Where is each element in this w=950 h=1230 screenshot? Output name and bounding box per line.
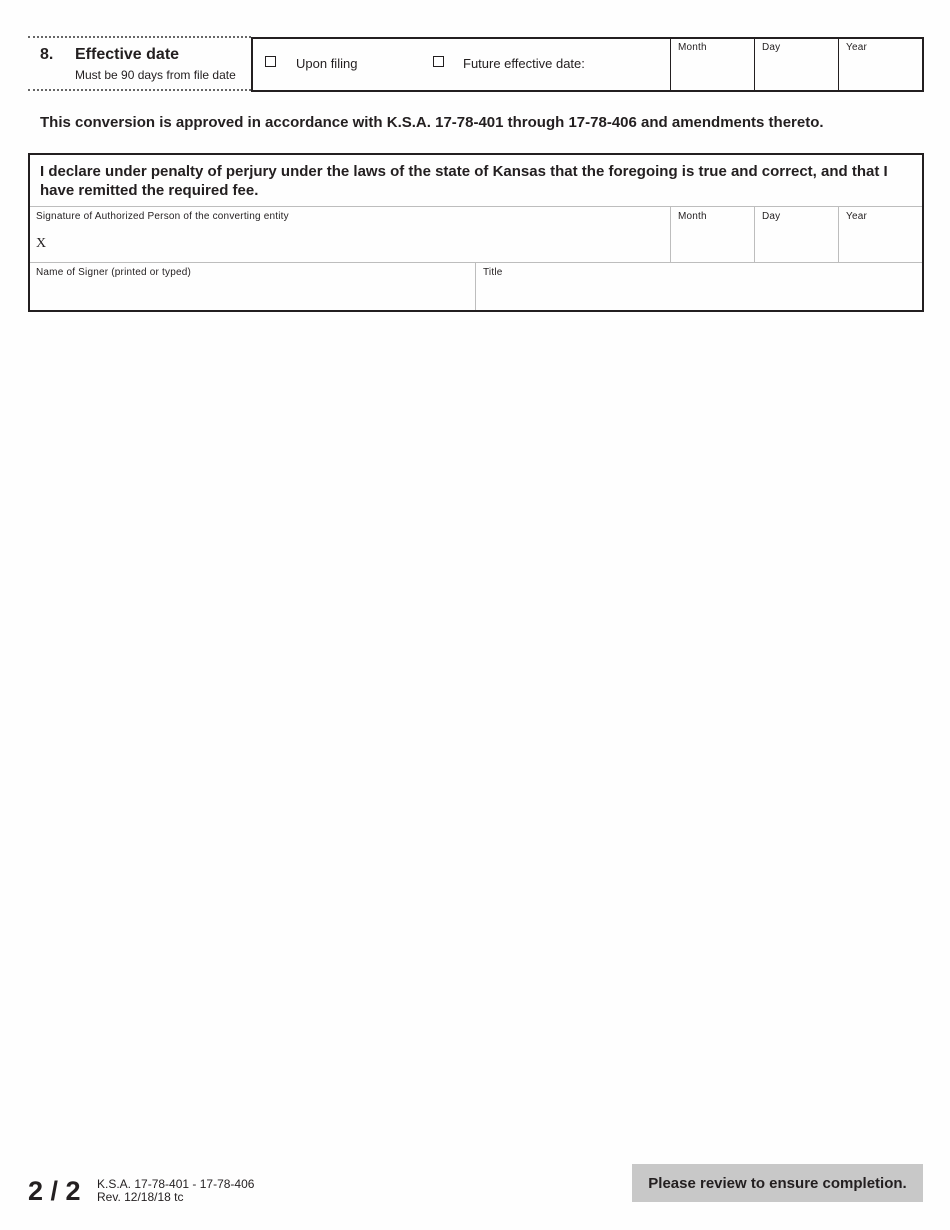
section-number: 8. [40, 46, 54, 63]
upon-filing-label: Upon filing [296, 56, 358, 71]
approval-statement: This conversion is approved in accordance with K.S.A. 17-78-401 through 17-78-406 and amendments thereto. [40, 114, 824, 131]
effective-month-label: Month [678, 42, 707, 53]
effective-year-label: Year [846, 42, 868, 53]
section-subtitle: Must be 90 days from file date [75, 68, 236, 82]
effective-month-field[interactable] [672, 56, 752, 90]
signature-day-field[interactable] [756, 225, 836, 259]
signature-month-label: Month [678, 211, 707, 222]
declaration-text: I declare under penalty of perjury under the laws of the state of Kansas that the foregoing is true and correct, and that I have remitted the required fee. [40, 163, 888, 199]
effective-day-label: Day [762, 42, 781, 53]
section-title: Effective date [75, 46, 180, 63]
divider [754, 207, 755, 262]
signer-name-label: Name of Signer (printed or typed) [36, 267, 192, 278]
effective-year-field[interactable] [840, 56, 922, 90]
divider [475, 263, 476, 310]
signer-name-field[interactable] [32, 281, 472, 309]
signature-year-field[interactable] [840, 225, 920, 259]
divider [670, 38, 671, 91]
upon-filing-checkbox[interactable] [265, 56, 276, 67]
page-number: 2 / 2 [28, 1176, 81, 1206]
divider [30, 262, 922, 263]
revision-text: Rev. 12/18/18 tc [97, 1190, 184, 1204]
signature-field[interactable] [52, 225, 666, 259]
signer-title-field[interactable] [478, 281, 920, 309]
signature-label: Signature of Authorized Person of the converting entity [36, 211, 289, 222]
signer-title-label: Title [483, 267, 503, 278]
divider [30, 206, 922, 207]
statute-reference [97, 1178, 254, 1204]
future-date-checkbox[interactable] [433, 56, 444, 67]
signature-day-label: Day [762, 211, 781, 222]
divider [838, 207, 839, 262]
signature-year-label: Year [846, 211, 868, 222]
future-date-label: Future effective date: [463, 56, 585, 71]
divider [754, 38, 755, 91]
divider [670, 207, 671, 262]
statute-text: K.S.A. 17-78-401 - 17-78-406 [97, 1177, 255, 1191]
signature-mark: X [36, 236, 47, 251]
signature-month-field[interactable] [672, 225, 752, 259]
effective-day-field[interactable] [756, 56, 836, 90]
review-completion-button[interactable]: Please review to ensure completion. [632, 1164, 923, 1202]
divider [838, 38, 839, 91]
